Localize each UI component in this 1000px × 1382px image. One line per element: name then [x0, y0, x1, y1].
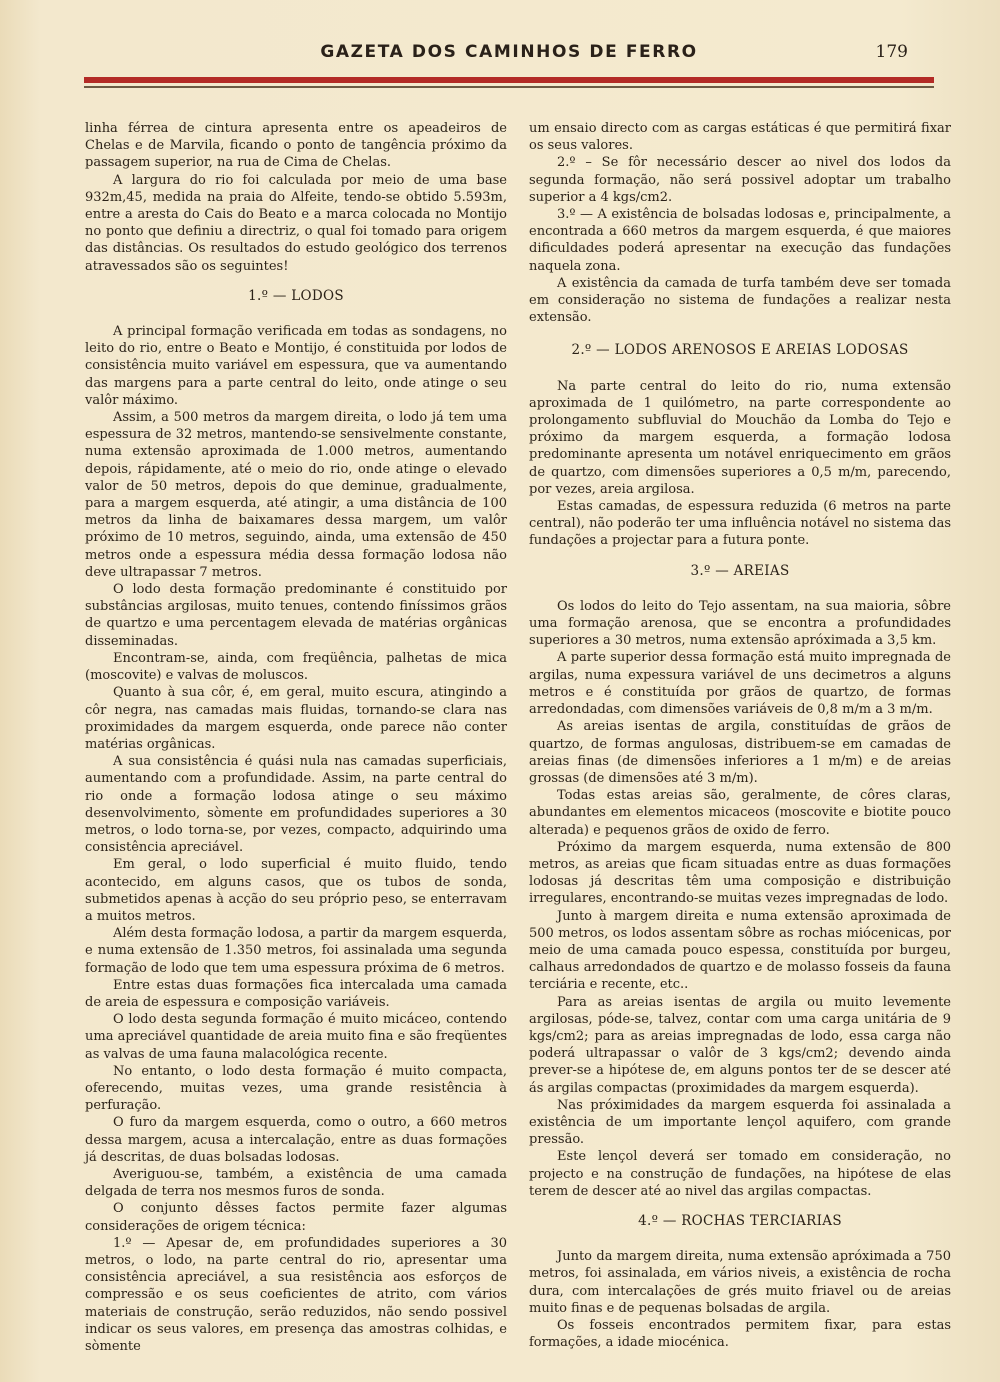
- paragraph: Junto da margem direita, numa extensão apróximada a 750 metros, foi assinalada, em vários niveis, a existência de rocha dura, com intercalações de grés muito friavel ou de areias muito finas e de pequenas bolsadas de argila.: [529, 1249, 951, 1316]
- paragraph: As areias isentas de argila, constituídas de grãos de quartzo, de formas angulosas, distribuem-se em camadas de areias finas (de dimensões inferiores a 1 m/m) e de areias grossas (de dimensões até 3 m/m).: [529, 719, 951, 786]
- right-column: [529, 120, 951, 1351]
- paragraph: 1.º — Apesar de, em profundidades superiores a 30 metros, o lodo, na parte central do rio, apresentar uma consistência apreciável, a sua resistência aos esforços de compressão e os seus coeficientes de atrito, com vários materiais de construção, serão reduzidos, não sendo possivel indicar os seus valores, em presença das amostras colhidas, e sòmente: [85, 1235, 507, 1355]
- paragraph: Entre estas duas formações fica intercalada uma camada de areia de espessura e composição variáveis.: [85, 977, 507, 1010]
- paragraph: Este lençol deverá ser tomado em consideração, no projecto e na construção de fundações, na hipótese de elas terem de descer até ao nivel das argilas compactas.: [529, 1149, 951, 1199]
- journal-title: GAZETA DOS CAMINHOS DE FERRO: [320, 42, 698, 62]
- paragraph: Além desta formação lodosa, a partir da margem esquerda, e numa extensão de 1.350 metros, foi assinalada uma segunda formação de lodo que tem uma espessura próxima de 6 metros.: [85, 926, 507, 976]
- paragraph: Em geral, o lodo superficial é muito fluido, tendo acontecido, em alguns casos, que os tubos de sonda, submetidos apenas à acção do seu próprio peso, se enterravam a muitos metros.: [85, 857, 507, 924]
- paragraph: No entanto, o lodo desta formação é muito compacta, oferecendo, muitas vezes, uma grande resistência à perfuração.: [85, 1063, 507, 1114]
- paragraph: Para as areias isentas de argila ou muito levemente argilosas, póde-se, talvez, contar com uma carga unitária de 9 kgs/cm2; para as areias impregnadas de lodo, essa carga não poderá ultrapassar o valôr de 3 kgs/cm2; devendo ainda prever-se a hipótese de, em alguns pontos ter de se descer até ás argilas compactas (proximidades da margem esquerda).: [529, 994, 951, 1096]
- paragraph: Os fosseis encontrados permitem fixar, para estas formações, a idade miocénica.: [529, 1318, 951, 1351]
- paragraph: Averiguou-se, também, a existência de uma camada delgada de terra nos mesmos furos de sonda.: [85, 1166, 507, 1200]
- paragraph: linha férrea de cintura apresenta entre os apeadeiros de Chelas e de Marvila, ficando o ponto de tangência próximo da passagem superior, na rua de Cima de Chelas.: [85, 121, 507, 171]
- paragraph: Assim, a 500 metros da margem direita, o lodo já tem uma espessura de 32 metros, mantendo-se sensivelmente constante, numa extensão aproximada de 1.000 metros, aumentando depois, rápidamente, até o meio do rio, onde atinge o elevado valor de 50 metros, depois do que deminue, gradualmente, para a margem esquerda, até atingir, a uma distância de 100 metros da linha de baixamares dessa margem, um valôr próximo de 10 metros, seguindo, ainda, uma extensão de 450 metros onde a espessura média dessa formação lodosa não deve ultrapassar 7 metros.: [85, 410, 507, 580]
- header-rule-thin: [84, 86, 934, 88]
- paragraph: Na parte central do leito do rio, numa extensão aproximada de 1 quilómetro, na parte correspondente ao prolongamento subfluvial do Mouchão da Lomba do Tejo e próximo da margem esquerda, a formação lodosa predominante apresenta um notável enriquecimento em grãos de quartzo, com dimensões superiores a 0,5 m/m, parecendo, por vezes, areia argilosa.: [529, 378, 951, 497]
- paragraph: 3.º — A existência de bolsadas lodosas e, principalmente, a encontrada a 660 metros da margem esquerda, é que maiores dificuldades poderá apresentar na execução das fundações naquela zona.: [529, 207, 951, 274]
- page-header: [84, 40, 934, 70]
- paragraph: Próximo da margem esquerda, numa extensão de 800 metros, as areias que ficam situadas entre as duas formações lodosas já descritas têm uma composição e distribuição irregulares, encontrando-se muitas vezes impregnadas de lodo.: [529, 839, 951, 907]
- paragraph: A existência da camada de turfa também deve ser tomada em consideração no sistema de fundações a realizar nesta extensão.: [529, 275, 951, 326]
- header-rule-red: [84, 77, 934, 83]
- paragraph: um ensaio directo com as cargas estáticas é que permitirá fixar os seus valores.: [529, 121, 951, 154]
- paragraph: O lodo desta formação predominante é constituido por substâncias argilosas, muito tenues, contendo finíssimos grãos de quartzo e uma percentagem elevada de matérias orgânicas disseminadas.: [85, 582, 507, 649]
- section-heading-lodos-arenosos: 2.º — LODOS ARENOSOS E AREIAS LODOSAS: [571, 342, 909, 359]
- paragraph: A sua consistência é quási nula nas camadas superficiais, aumentando com a profundidade. Assim, na parte central do rio onde a formação lodosa atinge o seu máximo desenvolvimento, sòmente em profundidades superiores a 30 metros, o lodo torna-se, por vezes, compacto, adquirindo uma consistência apreciável.: [85, 754, 507, 856]
- paragraph: O furo da margem esquerda, como o outro, a 660 metros dessa margem, acusa a intercalação, entre as duas formações já descritas, de duas bolsadas lodosas.: [85, 1115, 507, 1165]
- section-heading-rochas-terciarias: 4.º — ROCHAS TERCIARIAS: [638, 1212, 842, 1229]
- paragraph: A principal formação verificada em todas as sondagens, no leito do rio, entre o Beato e Montijo, é constituida por lodos de consistência muito variável em espessura, que va aumentando das margens para a parte central do leito, onde atinge o seu valôr máximo.: [85, 324, 507, 408]
- page-number: 179: [875, 42, 908, 62]
- section-heading-lodos: 1.º — LODOS: [248, 287, 344, 304]
- paragraph: Nas próximidades da margem esquerda foi assinalada a existência de um importante lençol aquifero, com grande pressão.: [529, 1097, 951, 1148]
- section-heading-areias: 3.º — AREIAS: [690, 562, 790, 579]
- paragraph: Todas estas areias são, geralmente, de côres claras, abundantes em elementos micaceos (moscovite e biotite pouco alterada) e pequenos grãos de oxido de ferro.: [529, 788, 951, 838]
- paragraph: Encontram-se, ainda, com freqüência, palhetas de mica (moscovite) e valvas de moluscos.: [85, 650, 507, 684]
- paragraph: O conjunto dêsses factos permite fazer algumas considerações de origem técnica:: [85, 1201, 507, 1234]
- paragraph: A largura do rio foi calculada por meio de uma base 932m,45, medida na praia do Alfeite, tendo-se obtido 5.593m, entre a aresta do Cais do Beato e a marca colocada no Montijo no ponto que definiu a directriz, o qual foi tomado para origem das distâncias. Os resultados do estudo geológico dos terrenos atravessados são os seguintes!: [85, 172, 507, 274]
- paragraph: Junto à margem direita e numa extensão aproximada de 500 metros, os lodos assentam sôbre as rochas miócenicas, por meio de uma camada pouco espessa, constituída por burgeu, calhaus arredondados de quartzo e de molasso fosseis da fauna terciária e recente, etc..: [529, 908, 951, 993]
- paragraph: Estas camadas, de espessura reduzida (6 metros na parte central), não poderão ter uma influência notável no sistema das fundações a projectar para a futura ponte.: [529, 499, 951, 549]
- paragraph: A parte superior dessa formação está muito impregnada de argilas, numa expessura variável de uns decimetros a alguns metros e é constituída por grãos de quartzo, de formas arredondadas, com dimensões variáveis de 0,8 m/m a 3 m/m.: [529, 650, 951, 718]
- paragraph: Os lodos do leito do Tejo assentam, na sua maioria, sôbre uma formação arenosa, que se encontra a profundidades superiores a 30 metros, numa extensão apróximada a 3,5 km.: [529, 598, 951, 649]
- paragraph: Quanto à sua côr, é, em geral, muito escura, atingindo a côr negra, nas camadas mais fluidas, tornando-se clara nas proximidades da margem esquerda, onde parece não conter matérias orgânicas.: [85, 685, 507, 752]
- left-column: [85, 120, 507, 1355]
- paragraph: O lodo desta segunda formação é muito micáceo, contendo uma apreciável quantidade de areia muito fina e são freqüentes as valvas de uma fauna malacológica recente.: [85, 1012, 507, 1062]
- paragraph: 2.º – Se fôr necessário descer ao nivel dos lodos da segunda formação, não será possivel adoptar um trabalho superior a 4 kgs/cm2.: [529, 155, 951, 205]
